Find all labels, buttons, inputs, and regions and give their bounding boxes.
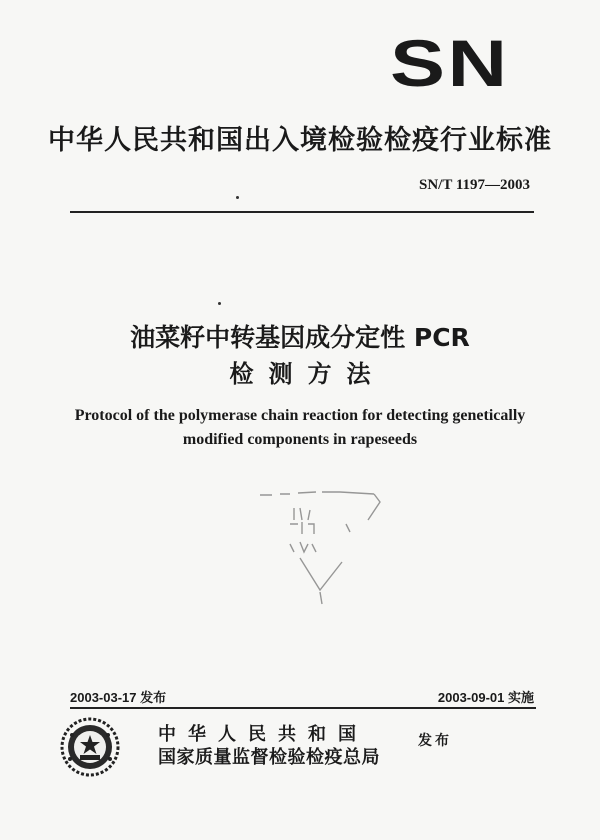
issuer-line1: 中华人民共和国 (158, 724, 368, 745)
faded-stamp (250, 480, 400, 614)
issue-date: 2003-03-17 发布 (70, 690, 167, 705)
standard-code: SN/T 1197—2003 (419, 177, 530, 193)
bottom-divider (70, 707, 536, 709)
top-divider (70, 211, 534, 213)
implementation-date: 2003-09-01 实施 (437, 690, 534, 705)
speck-mark (218, 302, 221, 305)
publish-label: 发布 (418, 733, 452, 749)
title-chinese-line1: 油菜籽中转基因成分定性 PCR (130, 323, 470, 352)
sn-logo: SN (390, 26, 510, 100)
title-chinese-line2: 检测方法 (229, 360, 386, 388)
issuing-authority-heading: 中华人民共和国出入境检验检疫行业标准 (48, 125, 552, 156)
national-emblem-icon (58, 715, 122, 783)
speck-mark (236, 196, 239, 199)
issuer-line2: 国家质量监督检验检疫总局 (158, 747, 380, 768)
title-english: Protocol of the polymerase chain reaction for detecting genetically modified components in rapeseeds (74, 407, 526, 448)
